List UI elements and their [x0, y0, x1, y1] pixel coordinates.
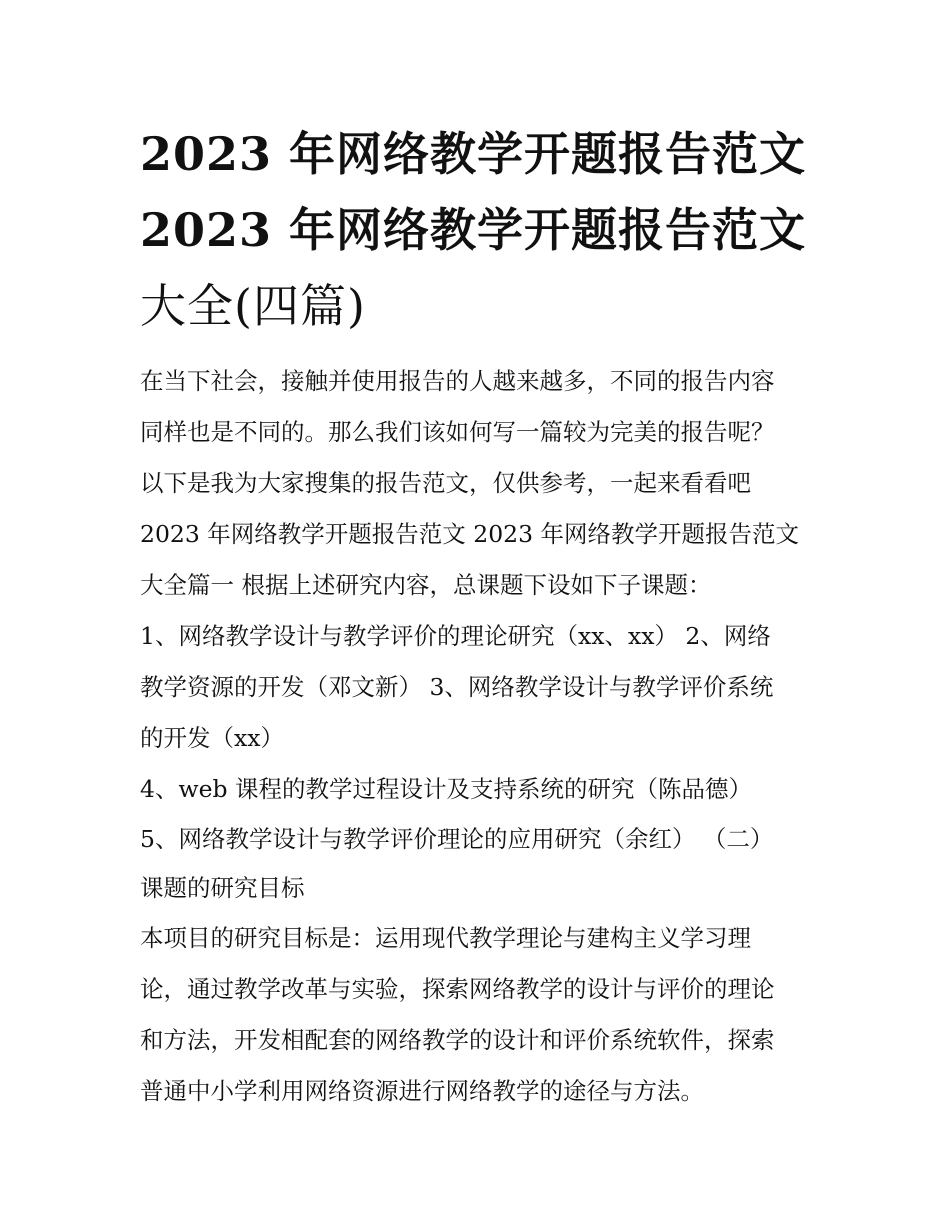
- body-line: 5、网络教学设计与教学评价理论的应用研究（余红） （二）: [140, 825, 774, 853]
- body-line: 大全篇一 根据上述研究内容，总课题下设如下子课题：: [140, 571, 712, 599]
- body-line: 同样也是不同的。那么我们该如何写一篇较为完美的报告呢？: [140, 418, 775, 446]
- body-line: 的开发（xx）: [140, 724, 285, 752]
- title-line-3: 大全(四篇): [140, 279, 366, 333]
- body-line: 本项目的研究目标是：运用现代教学理论与建构主义学习理: [140, 924, 751, 952]
- body-line: 在当下社会，接触并使用报告的人越来越多，不同的报告内容: [140, 367, 775, 395]
- body-line: 以下是我为大家搜集的报告范文，仅供参考，一起来看看吧: [140, 469, 751, 497]
- title-line-2: 2023 年网络教学开题报告范文: [140, 203, 807, 257]
- title-line-1: 2023 年网络教学开题报告范文: [140, 127, 807, 181]
- body-line: 2023 年网络教学开题报告范文 2023 年网络教学开题报告范文: [140, 520, 800, 548]
- body-line: 和方法，开发相配套的网络教学的设计和评价系统软件，探索: [140, 1026, 775, 1054]
- body-line: 普通中小学利用网络资源进行网络教学的途径与方法。: [140, 1077, 704, 1105]
- document-body: [140, 356, 840, 1117]
- document-title: [140, 116, 830, 344]
- body-line: 1、网络教学设计与教学评价的理论研究（xx、xx） 2、网络: [140, 622, 771, 650]
- body-line: 4、web 课程的教学过程设计及支持系统的研究（陈品德）: [140, 775, 752, 803]
- body-line: 论，通过教学改革与实验，探索网络教学的设计与评价的理论: [140, 975, 775, 1003]
- body-line: 教学资源的开发（邓文新） 3、网络教学设计与教学评价系统: [140, 673, 774, 701]
- section-heading: 课题的研究目标: [140, 874, 305, 902]
